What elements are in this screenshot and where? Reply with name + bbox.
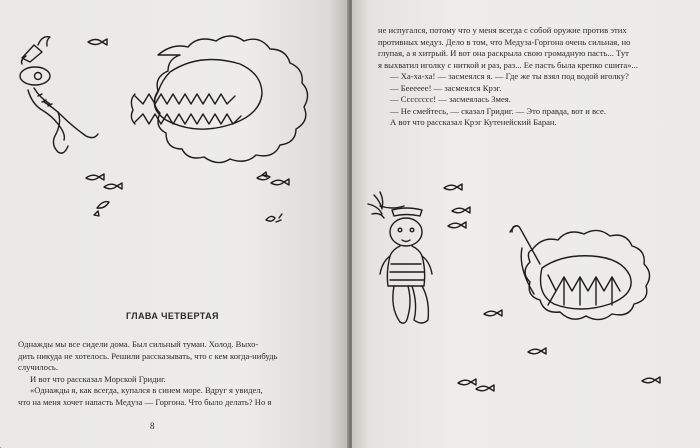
- text-line: случилось.: [18, 362, 59, 372]
- text-line: И вот что рассказал Морской Гридиг.: [30, 373, 166, 384]
- medusa-drawing: [131, 36, 307, 163]
- text-line: А вот что рассказал Крэг Кутенейский Баран.: [390, 117, 557, 127]
- text-line: Однажды мы все сидели дома. Был сильный туман. Холод. Выхо-: [18, 339, 259, 349]
- sea-creature-drawing: [20, 37, 98, 153]
- text-line: — Сссссссс! — засмеялась Змея.: [390, 94, 511, 104]
- left-page-text: [18, 339, 277, 408]
- fish-drawings-right: [444, 184, 660, 391]
- text-line: — Не смейтесь, — сказал Гридиг. — Это правда, вот и все.: [390, 105, 606, 116]
- text-line: глупая, а я хитрый. И вот она раскрыла свою громадную пасть... Тут: [378, 48, 629, 58]
- fish-drawings: [86, 39, 289, 222]
- page-number: 8: [150, 421, 155, 431]
- text-line: не испугался, потому что у меня всегда с собой оружие против этих: [378, 25, 627, 35]
- text-line: «Однажды я, как всегда, купался в синем море. Вдруг я увидел,: [30, 385, 263, 395]
- text-line: противных медуз. Дело в том, что Медуза-Горгона очень сильная, но: [378, 36, 631, 47]
- text-line: дить никуда не хотелось. Решили рассказывать, что с кем когда-нибудь: [18, 350, 278, 361]
- chapter-title: ГЛАВА ЧЕТВЕРТАЯ: [126, 311, 219, 321]
- text-line: я выхватил иголку с ниткой и раз, раз... Ее пасть была крепко сшита»...: [378, 59, 638, 70]
- gridig-figure-drawing: [368, 192, 432, 323]
- text-line: — Бееееее! — засмеялся Крэг.: [390, 82, 502, 93]
- sewn-medusa-drawing: [510, 226, 650, 320]
- text-line: — Ха-ха-ха! — засмеялся я. — Где же ты взял под водой иголку?: [390, 71, 629, 81]
- text-line: что на меня хочет напасть Медуза — Горгона. Что было делать? Но я: [18, 396, 272, 407]
- right-page-text: [378, 25, 638, 129]
- right-page: [352, 0, 700, 448]
